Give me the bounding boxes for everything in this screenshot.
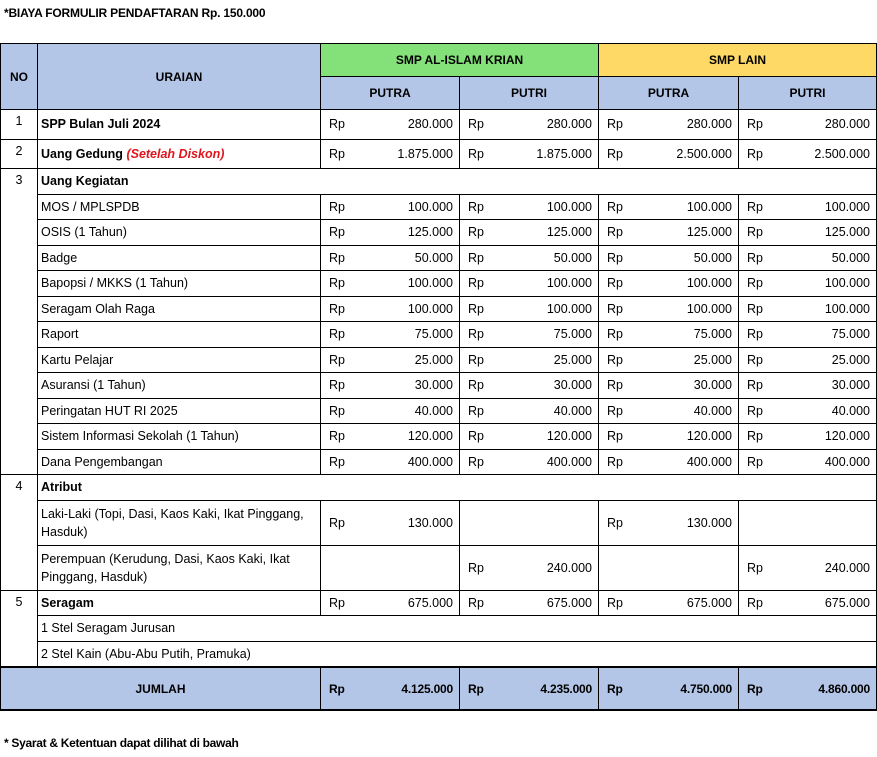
amount-cell (739, 667, 877, 710)
header-school-lain: SMP LAIN (599, 44, 877, 77)
currency-label: Rp (747, 117, 763, 132)
currency-label: Rp (607, 352, 623, 367)
amount-value: 75.000 (414, 327, 453, 342)
currency-label: Rp (329, 681, 345, 696)
amount-value: 40.000 (553, 403, 592, 418)
fee-table (0, 43, 877, 711)
currency-label: Rp (329, 454, 345, 469)
currency-label: Rp (329, 403, 345, 418)
amount-value: 100.000 (686, 301, 732, 316)
amount-value: 130.000 (407, 515, 453, 530)
amount-value: 75.000 (693, 327, 732, 342)
amount-cell (460, 296, 599, 322)
currency-label: Rp (607, 250, 623, 265)
currency-label: Rp (607, 454, 623, 469)
amount-cell (321, 667, 460, 710)
table-row (1, 398, 877, 424)
item-label-text: Uang Gedung (41, 146, 123, 161)
amount-value: 50.000 (553, 250, 592, 265)
currency-label: Rp (329, 199, 345, 214)
currency-label: Rp (468, 403, 484, 418)
amount-cell (321, 424, 460, 450)
terms-note: * Syarat & Ketentuan dapat dilihat di bawah (4, 736, 239, 750)
currency-label: Rp (747, 301, 763, 316)
amount-value: 4.125.000 (401, 681, 453, 696)
amount-cell (321, 220, 460, 246)
amount-cell (460, 139, 599, 169)
header-putri-lain: PUTRI (739, 77, 877, 110)
amount-cell (739, 271, 877, 297)
header-no: NO (1, 44, 38, 110)
currency-label: Rp (607, 146, 623, 161)
amount-value: 25.000 (693, 352, 732, 367)
amount-cell (739, 545, 877, 590)
amount-cell (599, 296, 739, 322)
item-label: Sistem Informasi Sekolah (1 Tahun) (38, 424, 321, 450)
table-row (1, 110, 877, 140)
currency-label: Rp (468, 595, 484, 610)
currency-label: Rp (747, 327, 763, 342)
amount-value: 100.000 (546, 276, 592, 291)
item-label: Dana Pengembangan (38, 449, 321, 475)
amount-cell (321, 373, 460, 399)
currency-label: Rp (329, 378, 345, 393)
table-row (1, 616, 877, 642)
currency-label: Rp (329, 250, 345, 265)
amount-cell (739, 296, 877, 322)
currency-label: Rp (607, 681, 623, 696)
table-row (1, 139, 877, 169)
currency-label: Rp (329, 595, 345, 610)
amount-cell (739, 220, 877, 246)
row-number: 2 (1, 139, 38, 169)
row-number: 5 (1, 590, 38, 667)
item-label: MOS / MPLSPDB (38, 194, 321, 220)
currency-label: Rp (607, 429, 623, 444)
amount-cell (599, 449, 739, 475)
amount-cell (739, 194, 877, 220)
currency-label: Rp (329, 515, 345, 530)
amount-value: 125.000 (686, 225, 732, 240)
currency-label: Rp (468, 250, 484, 265)
currency-label: Rp (747, 378, 763, 393)
amount-cell (460, 373, 599, 399)
table-row (1, 424, 877, 450)
amount-value: 100.000 (407, 276, 453, 291)
header-putra-lain: PUTRA (599, 77, 739, 110)
amount-value: 40.000 (831, 403, 870, 418)
currency-label: Rp (468, 117, 484, 132)
currency-label: Rp (468, 560, 484, 575)
amount-value: 280.000 (407, 117, 453, 132)
amount-value: 100.000 (686, 276, 732, 291)
amount-value: 400.000 (824, 454, 870, 469)
amount-cell (599, 373, 739, 399)
currency-label: Rp (329, 429, 345, 444)
amount-value: 4.235.000 (540, 681, 592, 696)
amount-cell (321, 500, 460, 545)
currency-label: Rp (468, 454, 484, 469)
section-label: Seragam (38, 590, 321, 616)
amount-cell (321, 347, 460, 373)
item-label: Laki-Laki (Topi, Dasi, Kaos Kaki, Ikat Pinggang, Hasduk) (38, 500, 321, 545)
amount-value: 675.000 (546, 595, 592, 610)
currency-label: Rp (329, 146, 345, 161)
amount-cell (739, 449, 877, 475)
currency-label: Rp (747, 352, 763, 367)
amount-cell (599, 424, 739, 450)
table-row (1, 220, 877, 246)
table-row (1, 500, 877, 545)
total-row (1, 667, 877, 710)
amount-value: 400.000 (686, 454, 732, 469)
item-label: 2 Stel Kain (Abu-Abu Putih, Pramuka) (38, 641, 877, 667)
amount-value: 1.875.000 (536, 146, 592, 161)
amount-cell (599, 322, 739, 348)
row-number: 1 (1, 110, 38, 140)
item-label (38, 139, 321, 169)
amount-cell (599, 398, 739, 424)
item-label: OSIS (1 Tahun) (38, 220, 321, 246)
amount-cell (460, 347, 599, 373)
currency-label: Rp (747, 199, 763, 214)
amount-value: 130.000 (686, 515, 732, 530)
row-number: 3 (1, 169, 38, 475)
amount-cell (739, 373, 877, 399)
currency-label: Rp (607, 327, 623, 342)
amount-cell (739, 139, 877, 169)
item-label: Badge (38, 245, 321, 271)
amount-value: 120.000 (824, 429, 870, 444)
currency-label: Rp (607, 515, 623, 530)
amount-cell (599, 667, 739, 710)
amount-value: 25.000 (414, 352, 453, 367)
amount-cell (321, 139, 460, 169)
amount-value: 50.000 (414, 250, 453, 265)
amount-value: 280.000 (686, 117, 732, 132)
section-row (1, 169, 877, 195)
amount-value: 100.000 (686, 199, 732, 214)
amount-value: 400.000 (546, 454, 592, 469)
amount-value: 100.000 (546, 301, 592, 316)
amount-value: 30.000 (414, 378, 453, 393)
item-label: Peringatan HUT RI 2025 (38, 398, 321, 424)
currency-label: Rp (747, 681, 763, 696)
currency-label: Rp (747, 595, 763, 610)
amount-value: 675.000 (824, 595, 870, 610)
amount-value: 280.000 (824, 117, 870, 132)
amount-cell (460, 398, 599, 424)
total-label: JUMLAH (1, 667, 321, 710)
amount-value: 50.000 (831, 250, 870, 265)
amount-value: 30.000 (693, 378, 732, 393)
table-row (1, 194, 877, 220)
amount-cell (599, 139, 739, 169)
table-row (1, 245, 877, 271)
currency-label: Rp (607, 117, 623, 132)
table-row (1, 347, 877, 373)
item-label: SPP Bulan Juli 2024 (38, 110, 321, 140)
header-school-al-islam: SMP AL-ISLAM KRIAN (321, 44, 599, 77)
amount-value: 30.000 (553, 378, 592, 393)
amount-cell (321, 590, 460, 616)
amount-cell (321, 322, 460, 348)
amount-value: 240.000 (546, 560, 592, 575)
amount-value: 240.000 (824, 560, 870, 575)
amount-value: 2.500.000 (676, 146, 732, 161)
amount-value: 120.000 (546, 429, 592, 444)
amount-cell (739, 322, 877, 348)
header-putri-al-islam: PUTRI (460, 77, 599, 110)
registration-fee-note: *BIAYA FORMULIR PENDAFTARAN Rp. 150.000 (4, 6, 266, 20)
amount-cell (460, 271, 599, 297)
currency-label: Rp (468, 327, 484, 342)
currency-label: Rp (747, 403, 763, 418)
amount-value: 40.000 (414, 403, 453, 418)
amount-value: 100.000 (407, 199, 453, 214)
amount-value: 25.000 (831, 352, 870, 367)
amount-cell (321, 245, 460, 271)
currency-label: Rp (468, 276, 484, 291)
amount-cell (739, 398, 877, 424)
amount-cell (599, 271, 739, 297)
currency-label: Rp (468, 378, 484, 393)
item-label: Asuransi (1 Tahun) (38, 373, 321, 399)
currency-label: Rp (329, 352, 345, 367)
amount-cell (599, 220, 739, 246)
header-putra-al-islam: PUTRA (321, 77, 460, 110)
amount-cell (739, 424, 877, 450)
amount-cell (739, 347, 877, 373)
amount-value: 125.000 (546, 225, 592, 240)
currency-label: Rp (468, 199, 484, 214)
amount-cell (321, 449, 460, 475)
currency-label: Rp (468, 681, 484, 696)
amount-cell (460, 194, 599, 220)
currency-label: Rp (468, 146, 484, 161)
amount-cell (599, 245, 739, 271)
amount-value: 30.000 (831, 378, 870, 393)
section-label: Uang Kegiatan (38, 169, 877, 195)
currency-label: Rp (329, 276, 345, 291)
amount-cell (460, 220, 599, 246)
amount-value: 2.500.000 (814, 146, 870, 161)
amount-value: 100.000 (546, 199, 592, 214)
amount-value: 675.000 (686, 595, 732, 610)
amount-cell (460, 245, 599, 271)
amount-cell (321, 398, 460, 424)
currency-label: Rp (747, 429, 763, 444)
currency-label: Rp (607, 301, 623, 316)
currency-label: Rp (607, 276, 623, 291)
currency-label: Rp (747, 560, 763, 575)
currency-label: Rp (329, 301, 345, 316)
amount-cell (321, 545, 460, 590)
amount-cell (599, 500, 739, 545)
currency-label: Rp (468, 352, 484, 367)
amount-cell (599, 110, 739, 140)
amount-value: 25.000 (553, 352, 592, 367)
amount-value: 280.000 (546, 117, 592, 132)
amount-value: 4.860.000 (818, 681, 870, 696)
table-row (1, 296, 877, 322)
header-uraian: URAIAN (38, 44, 321, 110)
section-row (1, 475, 877, 501)
amount-cell (739, 110, 877, 140)
amount-cell (321, 110, 460, 140)
amount-cell (321, 194, 460, 220)
amount-cell (599, 590, 739, 616)
amount-value: 675.000 (407, 595, 453, 610)
amount-value: 40.000 (693, 403, 732, 418)
item-label: Kartu Pelajar (38, 347, 321, 373)
row-number: 4 (1, 475, 38, 591)
currency-label: Rp (468, 429, 484, 444)
section-row (1, 590, 877, 616)
amount-cell (460, 590, 599, 616)
table-row (1, 271, 877, 297)
currency-label: Rp (607, 199, 623, 214)
amount-value: 100.000 (824, 199, 870, 214)
amount-value: 75.000 (553, 327, 592, 342)
amount-value: 100.000 (824, 301, 870, 316)
discount-note: (Setelah Diskon) (126, 146, 225, 161)
amount-value: 100.000 (824, 276, 870, 291)
currency-label: Rp (607, 403, 623, 418)
amount-value: 125.000 (824, 225, 870, 240)
amount-cell (739, 590, 877, 616)
table-row (1, 641, 877, 667)
amount-cell (460, 667, 599, 710)
table-row (1, 545, 877, 590)
amount-cell (321, 296, 460, 322)
amount-value: 4.750.000 (680, 681, 732, 696)
amount-value: 100.000 (407, 301, 453, 316)
item-label: Raport (38, 322, 321, 348)
currency-label: Rp (329, 327, 345, 342)
table-row (1, 449, 877, 475)
amount-cell (460, 545, 599, 590)
item-label: 1 Stel Seragam Jurusan (38, 616, 877, 642)
currency-label: Rp (468, 301, 484, 316)
currency-label: Rp (329, 117, 345, 132)
amount-cell (460, 110, 599, 140)
amount-cell (321, 271, 460, 297)
item-label: Perempuan (Kerudung, Dasi, Kaos Kaki, Ikat Pinggang, Hasduk) (38, 545, 321, 590)
amount-value: 120.000 (686, 429, 732, 444)
item-label: Seragam Olah Raga (38, 296, 321, 322)
section-label: Atribut (38, 475, 877, 501)
amount-cell (460, 449, 599, 475)
currency-label: Rp (607, 378, 623, 393)
amount-cell (599, 545, 739, 590)
amount-value: 75.000 (831, 327, 870, 342)
currency-label: Rp (468, 225, 484, 240)
amount-cell (739, 245, 877, 271)
amount-value: 120.000 (407, 429, 453, 444)
currency-label: Rp (747, 146, 763, 161)
amount-cell (739, 500, 877, 545)
currency-label: Rp (747, 454, 763, 469)
amount-cell (460, 500, 599, 545)
amount-value: 400.000 (407, 454, 453, 469)
table-row (1, 373, 877, 399)
amount-cell (599, 347, 739, 373)
currency-label: Rp (329, 225, 345, 240)
currency-label: Rp (747, 250, 763, 265)
table-row (1, 322, 877, 348)
amount-cell (460, 322, 599, 348)
currency-label: Rp (747, 276, 763, 291)
currency-label: Rp (607, 595, 623, 610)
amount-cell (599, 194, 739, 220)
amount-cell (460, 424, 599, 450)
amount-value: 50.000 (693, 250, 732, 265)
currency-label: Rp (747, 225, 763, 240)
amount-value: 1.875.000 (397, 146, 453, 161)
item-label: Bapopsi / MKKS (1 Tahun) (38, 271, 321, 297)
amount-value: 125.000 (407, 225, 453, 240)
currency-label: Rp (607, 225, 623, 240)
